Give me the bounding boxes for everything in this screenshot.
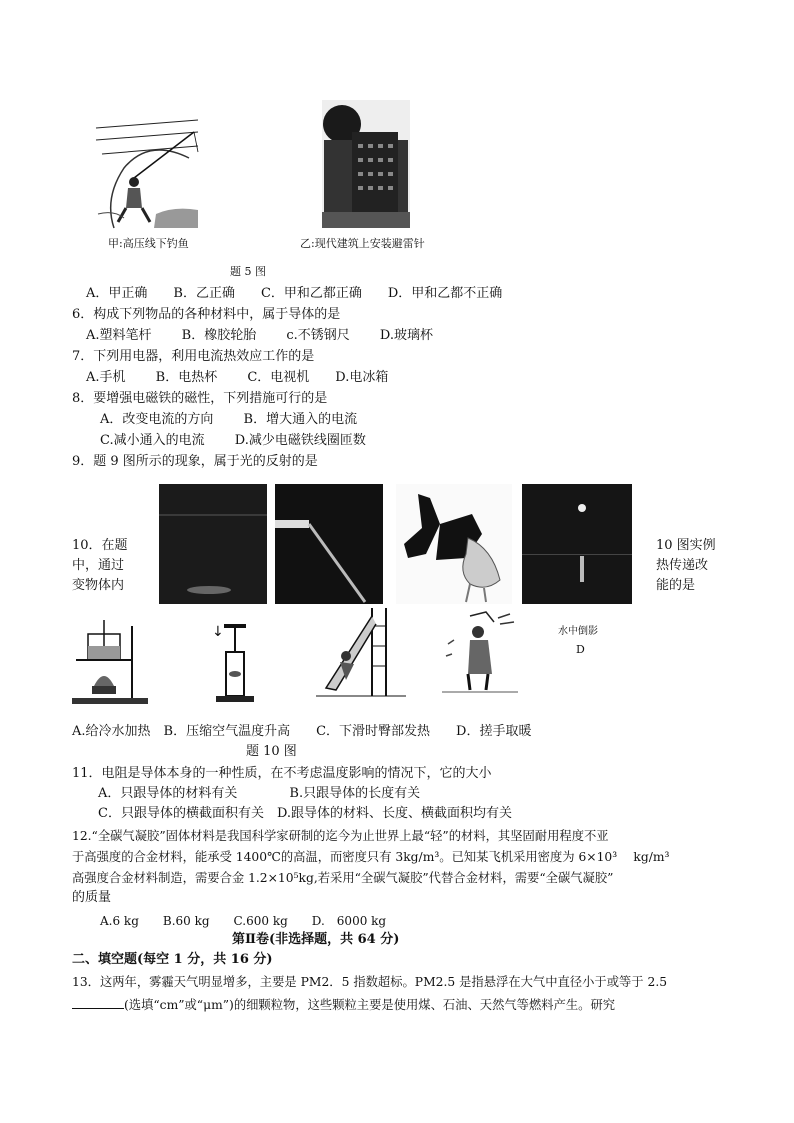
- figure-label-q5: 题 5 图: [230, 265, 266, 278]
- q9-letter-d: D: [576, 643, 585, 656]
- q10-stem-left-2: 中，通过: [72, 558, 125, 573]
- q13-line1: 13．这两年，雾霾天气明显增多，主要是 PM2．5 指数超标。PM2.5 是指悬浮在大气中直径小于或等于 2.5: [72, 975, 668, 989]
- q9-image-a-underwater: [159, 484, 267, 604]
- part2-section-heading: 二、填空题(每空 1 分，共 16 分): [72, 952, 273, 967]
- q9-caption-d: 水中倒影: [558, 626, 598, 637]
- q10-stem-right-3: 能的是: [656, 578, 696, 593]
- q8-options-line1: A．改变电流的方向 B．增大通入的电流: [100, 412, 358, 427]
- q12-line3: 高强度合金材料制造，需要合金 1.2×10⁵kg,若采用“全碳气凝胶”代替合金材料，需要“全碳气凝胶”: [72, 871, 614, 885]
- q10-stem-left-3: 变物体内: [72, 578, 125, 593]
- q6-options: A.塑料笔杆 B．橡胶轮胎 c.不锈钢尺 D.玻璃杯: [86, 328, 433, 343]
- q12-line1: 12.“全碳气凝胶”固体材料是我国科学家研制的迄今为止世界上最“轻”的材料，其坚固耐用程度不亚: [72, 829, 609, 843]
- part2-title: 第Ⅱ卷(非选择题，共 64 分): [232, 932, 400, 947]
- fishing-under-power-line-image: [94, 118, 202, 230]
- q11-stem: 11．电阻是导体本身的一种性质，在不考虑温度影响的情况下，它的大小: [72, 766, 492, 781]
- q9-image-c-hand-shadow: [396, 484, 512, 604]
- q10-image-c-slide: [316, 606, 406, 698]
- q8-stem: 8．要增强电磁铁的磁性，下列措施可行的是: [72, 391, 328, 406]
- q9-image-b-bent-stick: [275, 484, 383, 604]
- q6-stem: 6．构成下列物品的各种材料中，属于导体的是: [72, 307, 341, 322]
- image-caption-jia: 甲:高压线下钓鱼: [108, 237, 189, 250]
- svg-text:↓: ↓: [212, 624, 224, 640]
- q10-stem-right-1: 10 图实例: [656, 538, 716, 553]
- q8-options-line2: C.减小通入的电流 D.减少电磁铁线圈匝数: [100, 433, 366, 448]
- q7-options: A.手机 B．电热杯 C．电视机 D.电冰箱: [86, 370, 389, 385]
- q11-options-line1: A．只跟导体的材料有关 B.只跟导体的长度有关: [98, 786, 421, 801]
- q7-stem: 7．下列用电器，利用电流热效应工作的是: [72, 349, 315, 364]
- q13-line2-text: (选填“cm”或“μm”)的细颗粒物，这些颗粒主要是使用煤、石油、天然气等燃料产生。研究: [124, 998, 616, 1012]
- q10-image-b-air-compression: [198, 616, 258, 706]
- q12-line4: 的质量: [72, 890, 112, 905]
- q10-options: A.给冷水加热 B．压缩空气温度升高 C．下滑时臀部发热 D．搓手取暖: [72, 724, 532, 739]
- q10-image-d-rubbing-hands: [440, 610, 520, 696]
- q11-options-line2: C．只跟导体的横截面积有关 D.跟导体的材料、长度、横截面积均有关: [98, 806, 513, 821]
- q10-stem-left-1: 10．在题: [72, 538, 128, 553]
- q13-line2: [72, 996, 615, 1013]
- q9-stem: 9．题 9 图所示的现象，属于光的反射的是: [72, 454, 318, 469]
- q9-image-d-water-reflection: [522, 484, 632, 604]
- q5-options: A．甲正确 B．乙正确 C．甲和乙都正确 D．甲和乙都不正确: [86, 286, 503, 301]
- figure-label-q10: 题 10 图: [246, 744, 297, 759]
- q10-stem-right-2: 热传递改: [656, 558, 709, 573]
- image-caption-yi: 乙:现代建筑上安装避雷针: [300, 237, 425, 250]
- q12-line2: 于高强度的合金材料，能承受 1400℃的高温，而密度只有 3kg/m³。已知某飞机采用密度为 6×10³ kg/m³: [72, 850, 670, 864]
- q12-options: A.6 kg B.60 kg C.600 kg D. 6000 kg: [100, 914, 387, 928]
- lightning-rod-building-image: [322, 100, 410, 228]
- answer-blank[interactable]: [72, 996, 124, 1009]
- q10-image-a-heating-water: [70, 616, 152, 706]
